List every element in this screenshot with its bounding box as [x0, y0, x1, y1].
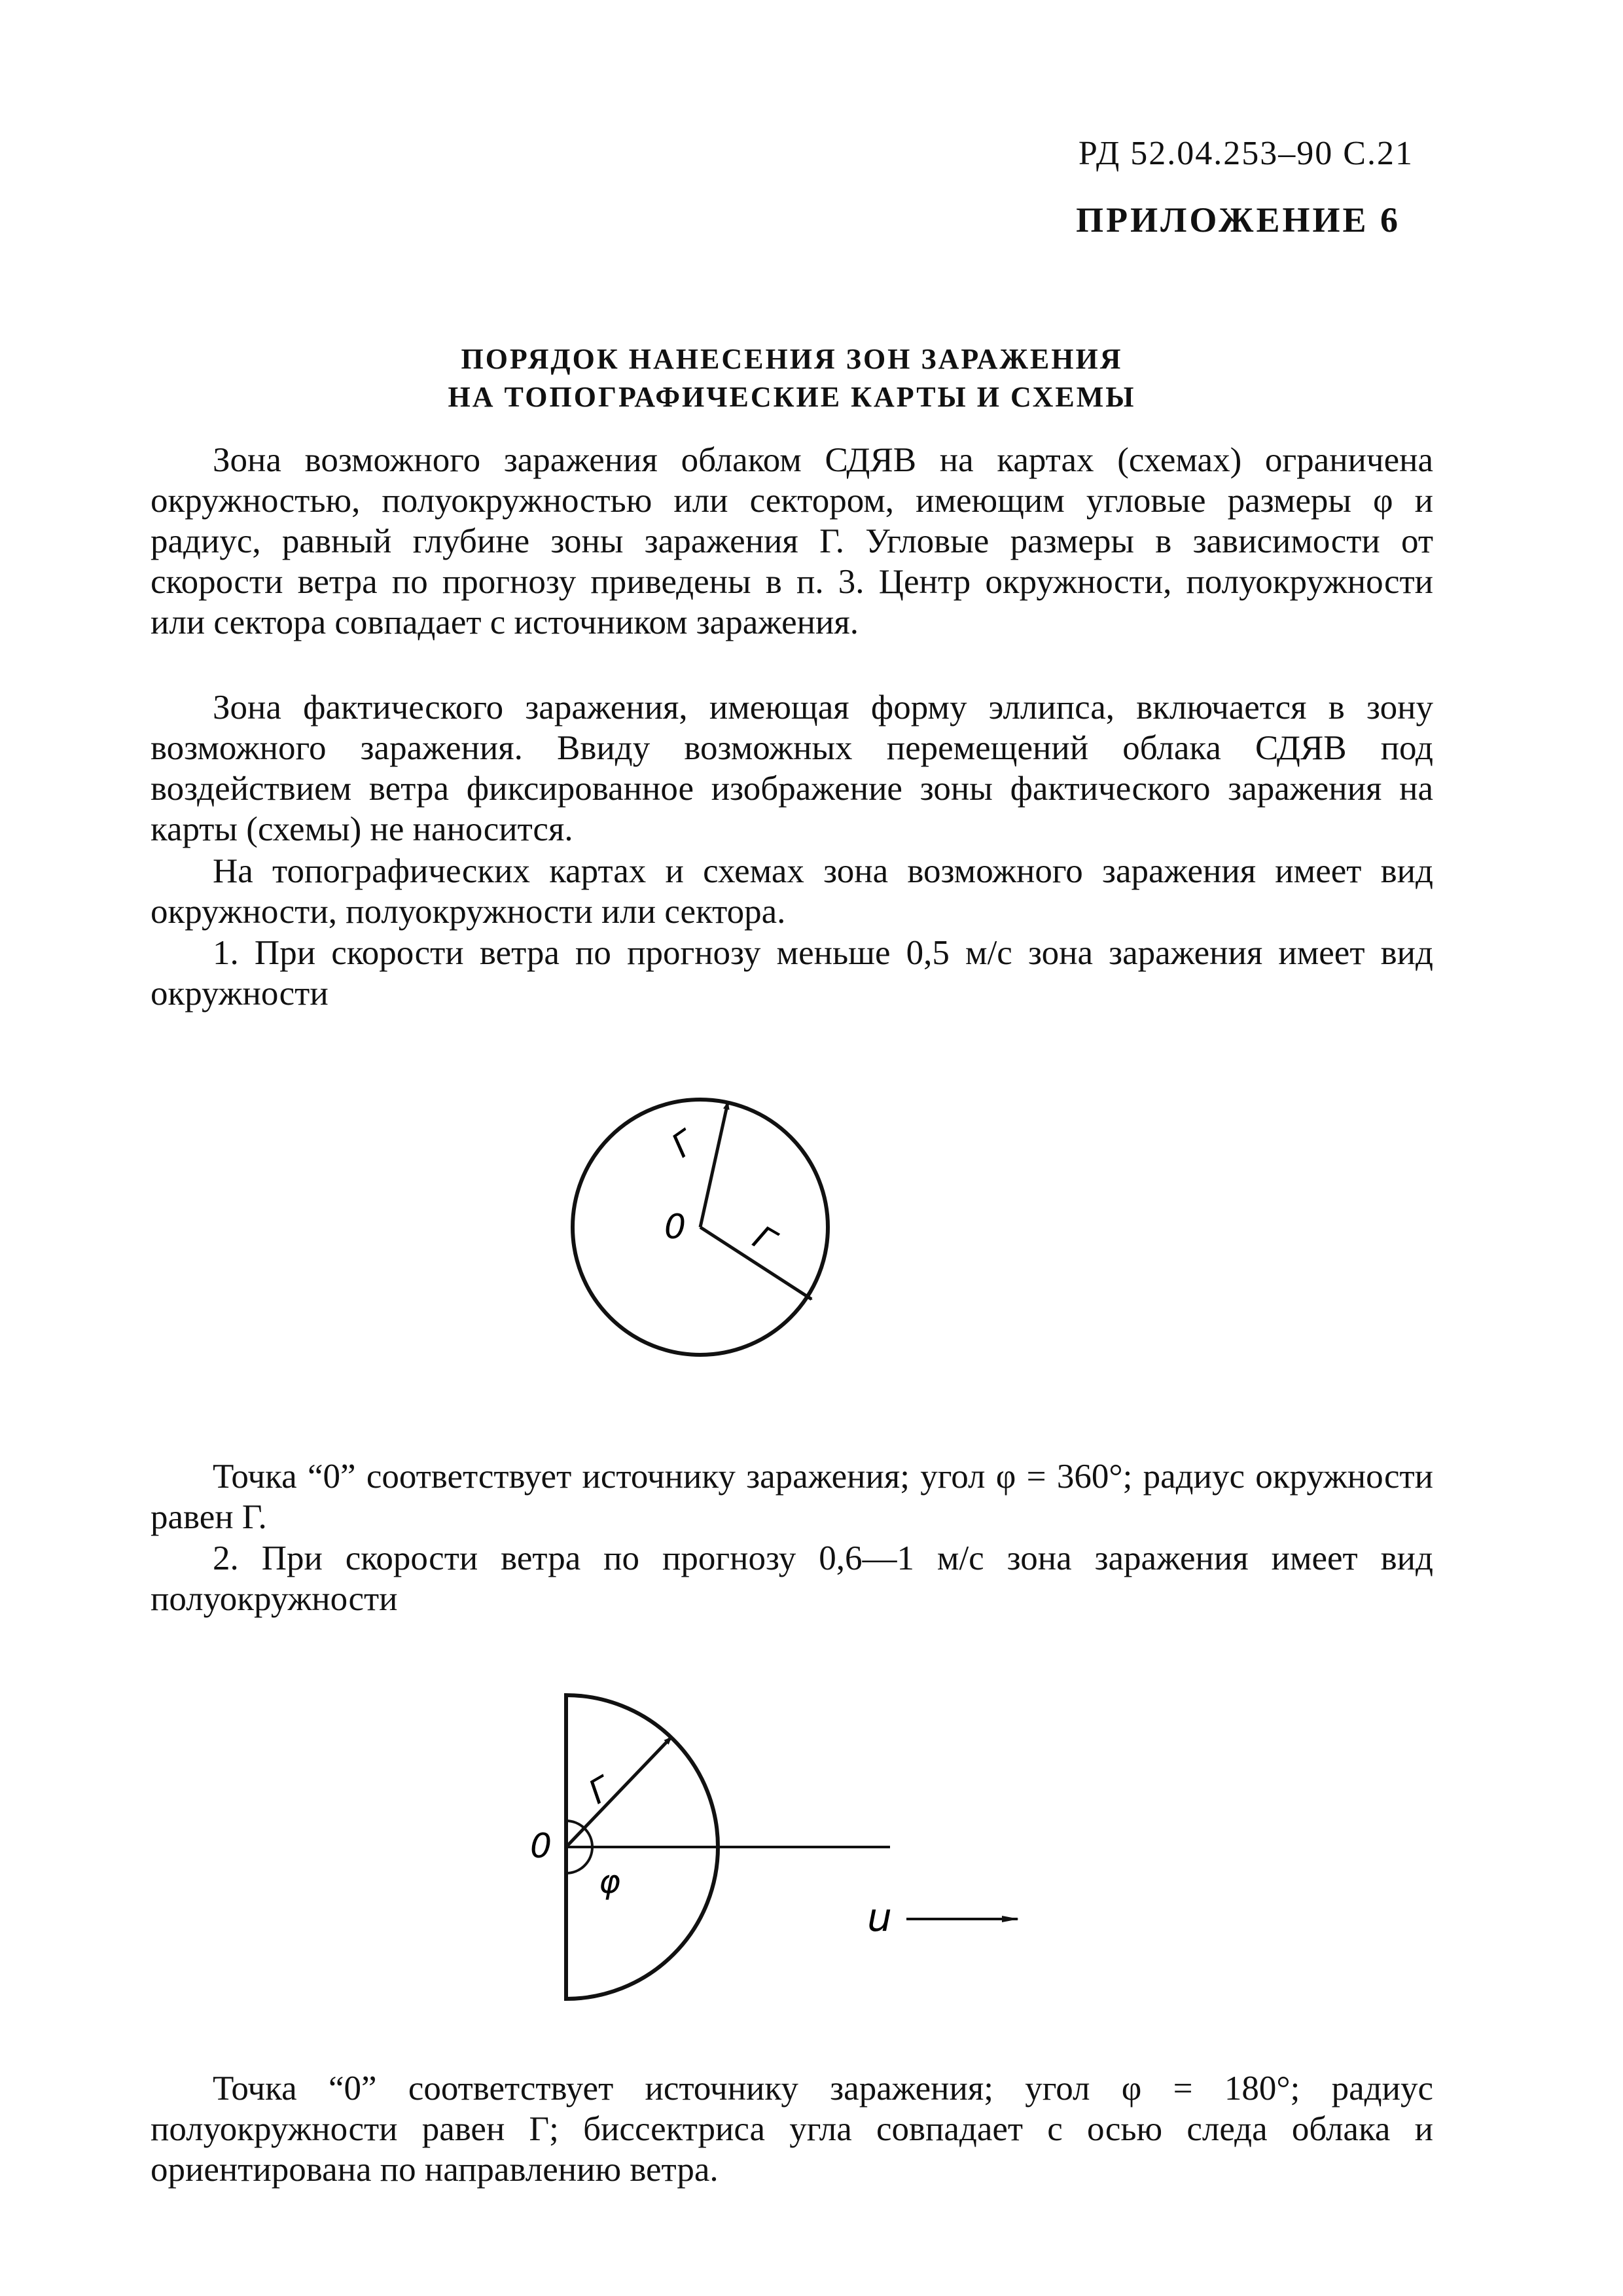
radius-label: Г [582, 1769, 617, 1812]
radius-arrow-up [700, 1103, 728, 1227]
section-title [151, 340, 1433, 416]
title-line-1: ПОРЯДОК НАНЕСЕНИЯ ЗОН ЗАРАЖЕНИЯ [461, 343, 1123, 375]
appendix-heading: ПРИЛОЖЕНИЕ 6 [1076, 200, 1400, 240]
document-reference: РД 52.04.253–90 С.21 [1078, 135, 1414, 172]
paragraph-circle-note: Точка “0” соответствует источнику заражения; угол φ = 360°; радиус окружности равен Г. [151, 1458, 1433, 1536]
paragraph-actual-zone: Зона фактического заражения, имеющая форму эллипса, включается в зону возможного заражения. Ввиду возможных перемещений облака СДЯВ под воздействием ветра фиксированное изображение зоны фактического заражения на карты (схемы) не наносится. [151, 689, 1433, 848]
wind-label: u [867, 1895, 893, 1941]
paragraph-map-forms: На топографических картах и схемах зона возможного заражения имеет вид окружности, полуокружности или сектора. [151, 852, 1433, 931]
paragraph-semicircle-note: Точка “0” соответствует источнику заражения; угол φ = 180°; радиус полуокружности равен Г; биссектриса угла совпадает с осью следа облака и ориентирована по направлению ветра. [151, 2070, 1433, 2189]
paragraph-possible-zone: Зона возможного заражения облаком СДЯВ на картах (схемах) ограничена окружностью, полуокружностью или сектором, имеющим угловые размеры φ и радиус, равный глубине зоны заражения Г. Угловые размеры в зависимости от скорости ветра по прогнозу приведены в п. 3. Центр окружности, полуокружности или сектора совпадает с источником заражения. [151, 441, 1433, 641]
title-line-2: НА ТОПОГРАФИЧЕСКИЕ КАРТЫ И СХЕМЫ [448, 381, 1136, 413]
center-label: 0 [530, 1827, 552, 1866]
figure-semicircle-zone [510, 1676, 1152, 2003]
radius-label-lower: Г [747, 1218, 782, 1261]
angle-label: φ [599, 1863, 620, 1901]
figure-circle-zone [524, 1054, 864, 1394]
radius-label-upper: Г [664, 1123, 702, 1165]
paragraph-item-2: 2. При скорости ветра по прогнозу 0,6—1 м/с зона заражения имеет вид полуокружности [151, 1539, 1433, 1618]
center-label: 0 [664, 1208, 687, 1247]
radius-arrow [566, 1738, 671, 1847]
paragraph-item-1: 1. При скорости ветра по прогнозу меньше 0,5 м/с зона заражения имеет вид окружности [151, 934, 1433, 1013]
